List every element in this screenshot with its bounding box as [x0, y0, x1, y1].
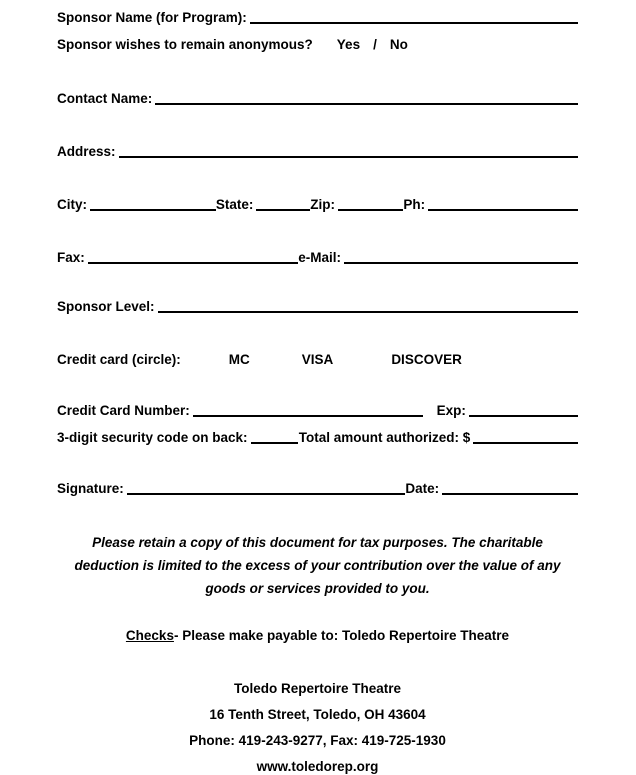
sponsor-level-row [57, 298, 578, 315]
phone-field[interactable] [428, 209, 578, 211]
anonymous-question-label: Sponsor wishes to remain anonymous? [57, 37, 313, 52]
state-label: State: [215, 197, 254, 212]
sponsor-level-field[interactable] [158, 311, 578, 313]
zip-label: Zip: [310, 197, 335, 212]
card-option-discover[interactable]: DISCOVER [391, 352, 462, 367]
email-field[interactable] [344, 262, 578, 264]
contact-name-field[interactable] [155, 103, 578, 105]
date-label: Date: [405, 481, 440, 496]
security-code-label: 3-digit security code on back: [57, 430, 248, 445]
checks-instruction: - Please make payable to: Toledo Repertoire Theatre [173, 628, 510, 643]
sponsor-level-label: Sponsor Level: [57, 299, 155, 314]
fax-field[interactable] [88, 262, 299, 264]
fax-label: Fax: [57, 250, 85, 265]
anonymous-yes-option[interactable]: Yes [336, 37, 361, 52]
address-field[interactable] [119, 156, 578, 158]
anonymous-separator: / [373, 37, 377, 52]
footer-street-address: 16 Tenth Street, Toledo, OH 43604 [209, 707, 426, 722]
footer-website: www.toledorep.org [256, 759, 379, 774]
tax-retention-note: Please retain a copy of this document for tax purposes. The charitable deduction is limited to the excess of your contribution over the value of any goods or services provided to you. [74, 535, 561, 596]
signature-label: Signature: [57, 481, 124, 496]
footer-contact-block [57, 680, 578, 775]
signature-date-row [57, 480, 578, 497]
card-option-mc[interactable]: MC [228, 352, 250, 367]
credit-card-number-label: Credit Card Number: [57, 403, 190, 418]
credit-card-number-row [57, 402, 578, 419]
total-amount-field[interactable] [473, 442, 578, 444]
anonymous-row [57, 36, 578, 53]
credit-card-circle-label: Credit card (circle): [57, 352, 181, 367]
footer-organization-name: Toledo Repertoire Theatre [233, 681, 402, 696]
anonymous-no-option[interactable]: No [389, 37, 408, 52]
city-field[interactable] [90, 209, 216, 211]
security-code-field[interactable] [251, 442, 298, 444]
address-row [57, 143, 578, 160]
total-amount-label: Total amount authorized: $ [298, 430, 471, 445]
footer-phone-fax: Phone: 419-243-9277, Fax: 419-725-1930 [189, 733, 446, 748]
zip-field[interactable] [338, 209, 403, 211]
state-field[interactable] [256, 209, 310, 211]
city-state-zip-phone-row [57, 196, 578, 213]
exp-label: Exp: [436, 403, 466, 418]
fax-email-row [57, 249, 578, 266]
security-code-amount-row [57, 429, 578, 446]
signature-field[interactable] [127, 493, 406, 495]
exp-field[interactable] [469, 415, 578, 417]
checks-word: Checks [125, 628, 174, 643]
city-label: City: [57, 197, 87, 212]
checks-payable-note [57, 627, 578, 644]
phone-label: Ph: [403, 197, 426, 212]
credit-card-number-field[interactable] [193, 415, 423, 417]
sponsor-name-field[interactable] [250, 22, 578, 24]
date-field[interactable] [442, 493, 578, 495]
address-label: Address: [57, 144, 116, 159]
credit-card-circle-row [57, 351, 578, 368]
contact-name-label: Contact Name: [57, 91, 153, 106]
sponsor-name-label: Sponsor Name (for Program): [57, 10, 247, 25]
contact-name-row [57, 90, 578, 107]
card-option-visa[interactable]: VISA [301, 352, 334, 367]
sponsor-name-row [57, 9, 578, 26]
email-label: e-Mail: [298, 250, 342, 265]
